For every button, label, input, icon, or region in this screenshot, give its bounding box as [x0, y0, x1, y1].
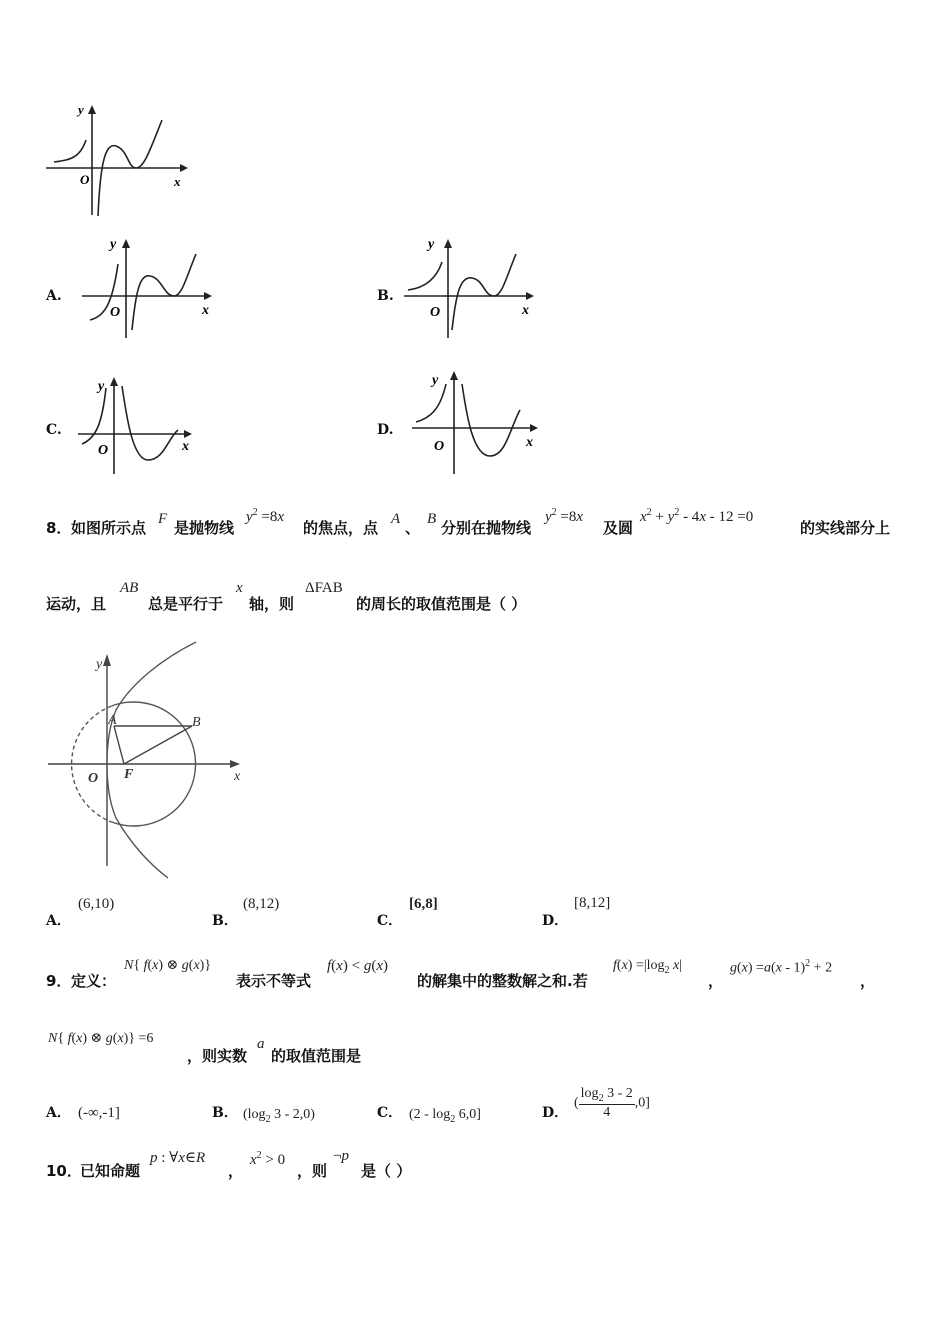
- svg-text:x: x: [526, 435, 533, 450]
- svg-text:O: O: [98, 443, 109, 458]
- q8-line2-text-1: 运动，且: [46, 595, 107, 613]
- q8-fig-x-label: x: [234, 769, 241, 784]
- q8-circle-eq: $x^2 + y^2 - 4x - 12 =0$: [640, 507, 754, 525]
- q8-x-axis-symbol: x: [236, 580, 243, 596]
- q8-parabola-eq: $y^2 =8x$: [246, 507, 285, 525]
- q9-g-def: g(x) =a(x - 1)$^2$ + 2: [730, 958, 833, 976]
- q8-point-b: B: [427, 511, 437, 527]
- q8-point-f: F: [158, 511, 168, 527]
- svg-text:O: O: [434, 439, 445, 454]
- q10-condition: $x^2 > 0$: [250, 1150, 286, 1168]
- svg-text:O: O: [430, 305, 441, 320]
- q8-option-d-label: D．: [542, 913, 569, 929]
- q8-text-7: 的实线部分上: [800, 519, 891, 537]
- q8-text-4: 、: [405, 519, 421, 537]
- q8-segment-ab: AB: [120, 580, 139, 596]
- q8-text-5: 分别在抛物线: [441, 519, 532, 537]
- q9-condition: N{ f(x) ⊗ g(x)} =6: [48, 1031, 154, 1046]
- q9-option-a-value: (-∞,-1]: [78, 1105, 120, 1121]
- q9-text-4: ，则实数: [187, 1047, 248, 1065]
- q8-line2-text-4: 的周长的取值范围是（ ）: [356, 595, 527, 613]
- q9-option-b-value: ($\log_2$ 3 - 2,0): [243, 1107, 315, 1125]
- q10-number: 10．: [46, 1162, 82, 1180]
- q8-number: 8．: [46, 519, 72, 537]
- q9-option-c-label: C．: [377, 1105, 403, 1121]
- q10-proposition-p: p : ∀x∈R: [150, 1150, 206, 1166]
- axis-y-label: y: [78, 102, 84, 117]
- svg-text:x: x: [182, 439, 189, 454]
- q8-fig-f-label: F: [124, 767, 134, 782]
- svg-text:y: y: [432, 373, 439, 388]
- q8-option-a-value: (6,10): [78, 896, 115, 912]
- q9-var-a: a: [257, 1036, 265, 1052]
- q8-fig-o-label: O: [88, 771, 99, 786]
- q9-option-b-label: B．: [212, 1105, 238, 1121]
- q9-text-2: 表示不等式: [236, 972, 312, 990]
- q7-option-b-label: B.: [377, 288, 394, 304]
- q8-text-3: 的焦点，点: [303, 519, 379, 537]
- q9-text-3: 的解集中的整数解之和.若: [417, 972, 588, 990]
- svg-text:y: y: [98, 379, 105, 394]
- q8-option-a-label: A．: [46, 913, 71, 929]
- svg-text:y: y: [110, 237, 117, 252]
- q7-main-graph: [40, 100, 200, 220]
- q7-option-d-label: D.: [377, 422, 394, 438]
- q8-text-6: 及圆: [603, 519, 634, 537]
- q9-n-expr: N{ f(x) ⊗ g(x)}: [124, 958, 212, 973]
- q7-option-c-label: C.: [46, 422, 62, 438]
- q8-parabola-eq-2: $y^2 =8x$: [545, 507, 584, 525]
- svg-text:O: O: [110, 305, 121, 320]
- q8-option-d-value: [8,12]: [574, 895, 611, 911]
- q8-option-c-value: [6,8]: [409, 896, 438, 912]
- svg-text:y: y: [428, 237, 435, 252]
- q9-sep-2: ，: [860, 972, 876, 990]
- q10-text-1: 已知命题: [80, 1162, 141, 1180]
- q9-option-c-value: $(2 - \log_2 6,0]$: [409, 1107, 481, 1125]
- q9-option-a-label: A．: [46, 1105, 71, 1121]
- axis-x-label: x: [174, 174, 181, 189]
- q7-option-d-graph: [408, 366, 548, 478]
- q9-f-def: $f(x) =|\log_2$ x|: [613, 958, 683, 976]
- q7-option-c-graph: [74, 372, 204, 477]
- q7-option-a-graph: [78, 234, 218, 344]
- q8-triangle-fab: ΔFAB: [305, 580, 343, 596]
- q8-line2-text-3: 轴，则: [249, 595, 295, 613]
- q8-line2-text-2: 总是平行于: [148, 595, 224, 613]
- origin-label: O: [80, 172, 90, 187]
- q9-option-d-label: D．: [542, 1105, 569, 1121]
- q8-figure: [44, 638, 254, 883]
- q8-text-2: 是抛物线: [174, 519, 235, 537]
- q9-text-1: 定义：: [71, 972, 117, 990]
- q8-option-b-value: (8,12): [243, 896, 280, 912]
- q8-option-c-label: C．: [377, 913, 403, 929]
- q9-inequality: f(x) < g(x): [327, 958, 388, 974]
- svg-text:x: x: [522, 303, 529, 318]
- q8-fig-b-label: B: [192, 715, 201, 730]
- q8-fig-a-label: A: [108, 713, 117, 728]
- q9-number: 9．: [46, 972, 72, 990]
- q9-sep: ，: [708, 972, 724, 990]
- q10-sep: ，: [228, 1162, 244, 1180]
- q7-option-a-label: A.: [46, 288, 62, 304]
- q10-text-2: ，则: [297, 1162, 328, 1180]
- q8-text-1: 如图所示点: [71, 519, 147, 537]
- q8-option-b-label: B．: [212, 913, 238, 929]
- svg-text:x: x: [202, 303, 209, 318]
- q9-option-d-value: ( $\frac{\log_2 3 - 2}{4}$ ,0]: [574, 1086, 650, 1120]
- q8-point-a: A: [391, 511, 401, 527]
- q8-fig-y-label: y: [96, 657, 103, 672]
- q9-text-5: 的取值范围是: [271, 1047, 362, 1065]
- q7-option-b-graph: [400, 234, 540, 344]
- q10-not-p: ¬p: [333, 1148, 349, 1164]
- q10-text-3: 是（ ）: [361, 1162, 412, 1180]
